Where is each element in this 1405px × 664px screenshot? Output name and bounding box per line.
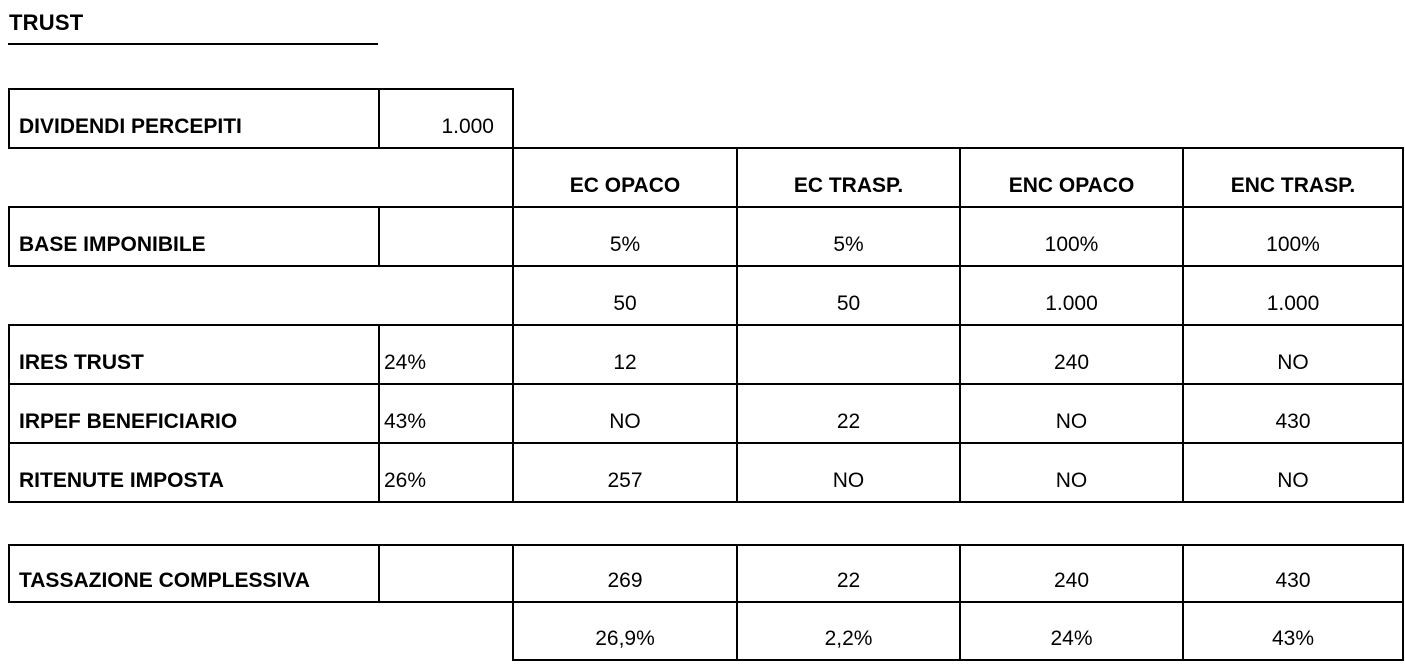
cell-ritenute-enc-opaco: NO — [959, 442, 1184, 503]
cell-ires-ec-opaco: 12 — [512, 324, 738, 385]
cell-ires-enc-trasp: NO — [1182, 324, 1404, 385]
cell-tassazione-pct-enc-opaco: 24% — [959, 601, 1184, 661]
cell-base-pct-enc-opaco: 100% — [959, 206, 1184, 267]
cell-ires-rate: 24% — [378, 324, 514, 385]
cell-tassazione-pct-ec-trasp: 2,2% — [736, 601, 961, 661]
cell-dividendi-value: 1.000 — [378, 88, 514, 149]
cell-ritenute-rate: 26% — [378, 442, 514, 503]
cell-base-pct-ec-opaco: 5% — [512, 206, 738, 267]
cell-tassazione-enc-opaco: 240 — [959, 544, 1184, 603]
cell-irpef-ec-opaco: NO — [512, 383, 738, 444]
cell-base-amt-ec-opaco: 50 — [512, 265, 738, 326]
cell-tassazione-enc-trasp: 430 — [1182, 544, 1404, 603]
cell-ritenute-label: RITENUTE IMPOSTA — [8, 442, 380, 503]
cell-ritenute-ec-opaco: 257 — [512, 442, 738, 503]
title-underline — [8, 43, 378, 45]
header-enc-trasp: ENC TRASP. — [1182, 147, 1404, 208]
cell-tassazione-ec-opaco: 269 — [512, 544, 738, 603]
cell-irpef-enc-trasp: 430 — [1182, 383, 1404, 444]
header-ec-trasp: EC TRASP. — [736, 147, 961, 208]
cell-base-imponibile-label: BASE IMPONIBILE — [8, 206, 380, 267]
cell-tassazione-label: TASSAZIONE COMPLESSIVA — [8, 544, 380, 603]
cell-tassazione-rate — [378, 544, 514, 603]
cell-ritenute-enc-trasp: NO — [1182, 442, 1404, 503]
cell-irpef-rate: 43% — [378, 383, 514, 444]
cell-base-amt-enc-trasp: 1.000 — [1182, 265, 1404, 326]
cell-base-pct-ec-trasp: 5% — [736, 206, 961, 267]
cell-dividendi-label: DIVIDENDI PERCEPITI — [8, 88, 380, 149]
header-ec-opaco: EC OPACO — [512, 147, 738, 208]
cell-irpef-ec-trasp: 22 — [736, 383, 961, 444]
header-enc-opaco: ENC OPACO — [959, 147, 1184, 208]
cell-base-amt-enc-opaco: 1.000 — [959, 265, 1184, 326]
cell-base-pct-enc-trasp: 100% — [1182, 206, 1404, 267]
cell-base-amt-ec-trasp: 50 — [736, 265, 961, 326]
cell-ires-enc-opaco: 240 — [959, 324, 1184, 385]
cell-base-imponibile-rate — [378, 206, 514, 267]
cell-tassazione-ec-trasp: 22 — [736, 544, 961, 603]
page-title: TRUST — [9, 10, 84, 35]
cell-tassazione-pct-ec-opaco: 26,9% — [512, 601, 738, 661]
cell-ritenute-ec-trasp: NO — [736, 442, 961, 503]
cell-tassazione-pct-enc-trasp: 43% — [1182, 601, 1404, 661]
cell-ires-label: IRES TRUST — [8, 324, 380, 385]
cell-ires-ec-trasp — [736, 324, 961, 385]
cell-irpef-enc-opaco: NO — [959, 383, 1184, 444]
cell-irpef-label: IRPEF BENEFICIARIO — [8, 383, 380, 444]
